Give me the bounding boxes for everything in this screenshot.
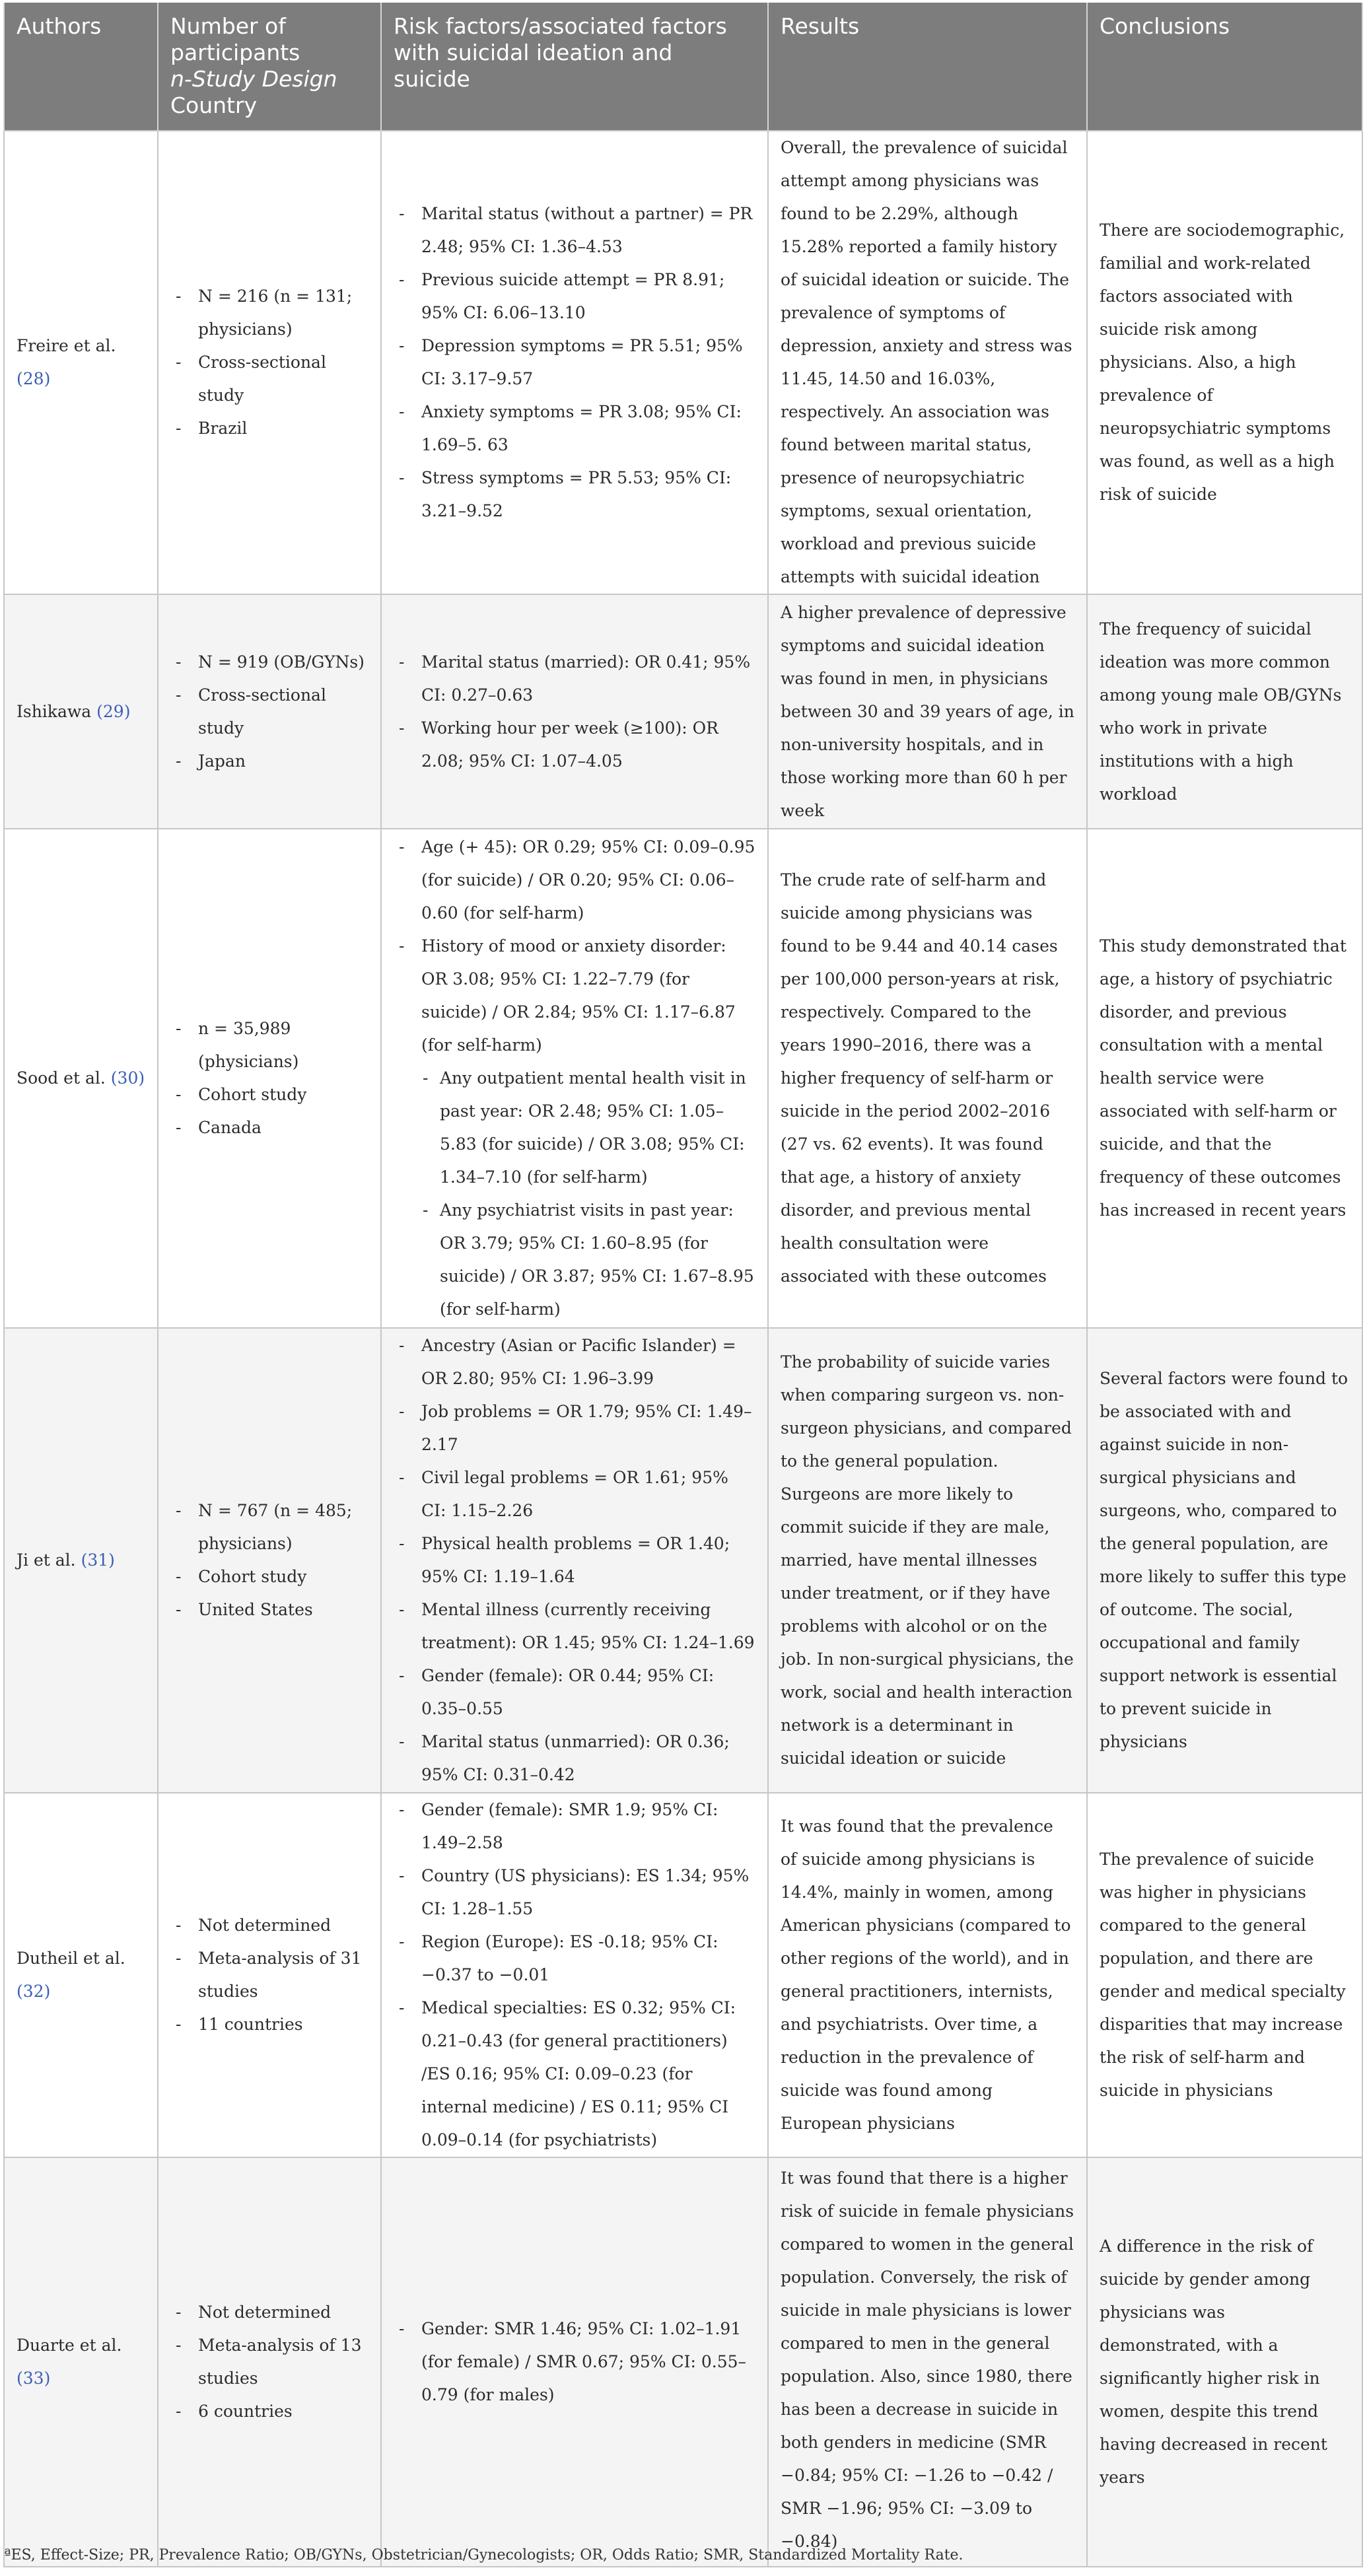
study-design: - Cohort study bbox=[170, 1078, 368, 1111]
header-participants bbox=[158, 3, 381, 131]
conclusions-cell: The prevalence of suicide was higher in physicians compared to the general population, and there are gender and medical specialty disparities that may increase the risk of self-harm and suicide in physicians bbox=[1087, 1793, 1362, 2157]
results-cell: Overall, the prevalence of suicidal attempt among physicians was found to be 2.29%, although 15.28% reported a family history of suicidal ideation or suicide. The prevalence of symptoms of depression, anxiety and stress was 11.45, 14.50 and 16.03%, respectively. An association was found between marital status, presence of neuropsychiatric symptoms, sexual orientation, workload and previous suicide attempts with suicidal ideation bbox=[768, 131, 1087, 594]
risk-factors-cell bbox=[381, 131, 768, 594]
results-cell: It was found that the prevalence of suicide among physicians is 14.4%, mainly in women, among American physicians (compared to other regions of the world), and in general practitioners, internists, and psychiatrists. Over time, a reduction in the prevalence of suicide was found among European physicians bbox=[768, 1793, 1087, 2157]
risk-factor: - Medical specialties: ES 0.32; 95% CI: 0.21–0.43 (for general practitioners) /ES 0.16; 95% CI: 0.09–0.23 (for internal medicine) / ES 0.11; 95% CI 0.09–0.14 (for psychiatrists) bbox=[394, 1992, 755, 2157]
header-results: Results bbox=[768, 3, 1087, 131]
study-design: - Cohort study bbox=[170, 1560, 368, 1593]
risk-factor: - Marital status (married): OR 0.41; 95% CI: 0.27–0.63 bbox=[394, 646, 755, 712]
table-row bbox=[4, 829, 1362, 1328]
participants-size: - Not determined bbox=[170, 2296, 368, 2329]
author-cell bbox=[4, 594, 158, 829]
author-name: Duarte et al. bbox=[17, 2336, 122, 2355]
conclusions-cell: This study demonstrated that age, a history of psychiatric disorder, and previous consultation with a mental health service were associated with self-harm or suicide, and that the frequency of these outcomes has increased in recent years bbox=[1087, 829, 1362, 1328]
conclusions-cell: The frequency of suicidal ideation was more common among young male OB/GYNs who work in private institutions with a high workload bbox=[1087, 594, 1362, 829]
risk-factor: - Anxiety symptoms = PR 3.08; 95% CI: 1.69–5. 63 bbox=[394, 396, 755, 462]
header-participants-line2: n-Study Design bbox=[170, 66, 337, 92]
reference-link[interactable]: (29) bbox=[96, 701, 131, 721]
table-row bbox=[4, 594, 1362, 829]
risk-factor: - Gender (female): OR 0.44; 95% CI: 0.35–0.55 bbox=[394, 1659, 755, 1725]
studies-table bbox=[3, 3, 1363, 2567]
risk-subfactor-list bbox=[421, 1062, 755, 1326]
results-cell: The probability of suicide varies when comparing surgeon vs. non-surgeon physicians, and compared to the general population. Surgeons are more likely to commit suicide if they are male, married, have mental illnesses under treatment, or if they have problems with alcohol or on the job. In non-surgical physicians, the work, social and health interaction network is a determinant in suicidal ideation or suicide bbox=[768, 1328, 1087, 1793]
table-row bbox=[4, 1328, 1362, 1793]
risk-factors-cell bbox=[381, 1328, 768, 1793]
author-name: Freire et al. bbox=[17, 336, 116, 355]
table-row bbox=[4, 2157, 1362, 2567]
risk-factors-cell bbox=[381, 1793, 768, 2157]
risk-factor: - Stress symptoms = PR 5.53; 95% CI: 3.21–9.52 bbox=[394, 462, 755, 528]
reference-link[interactable]: (28) bbox=[17, 369, 51, 388]
participants-cell bbox=[158, 2157, 381, 2567]
results-cell: The crude rate of self-harm and suicide among physicians was found to be 9.44 and 40.14 cases per 100,000 person-years at risk, respectively. Compared to the years 1990–2016, there was a higher frequency of self-harm or suicide in the period 2002–2016 (27 vs. 62 events). It was found that age, a history of anxiety disorder, and previous mental health consultation were associated with these outcomes bbox=[768, 829, 1087, 1328]
reference-link[interactable]: (30) bbox=[110, 1068, 145, 1088]
risk-factor: - Ancestry (Asian or Pacific Islander) = OR 2.80; 95% CI: 1.96–3.99 bbox=[394, 1329, 755, 1395]
participants-cell bbox=[158, 829, 381, 1328]
author-cell bbox=[4, 131, 158, 594]
risk-factor: - Gender: SMR 1.46; 95% CI: 1.02–1.91 (for female) / SMR 0.67; 95% CI: 0.55–0.79 (for males) bbox=[394, 2313, 755, 2412]
country: - 6 countries bbox=[170, 2395, 368, 2428]
risk-factor: - Age (+ 45): OR 0.29; 95% CI: 0.09–0.95 (for suicide) / OR 0.20; 95% CI: 0.06–0.60 (for self-harm) bbox=[394, 831, 755, 930]
risk-factor: - Civil legal problems = OR 1.61; 95% CI: 1.15–2.26 bbox=[394, 1461, 755, 1527]
header-risk-factors: Risk factors/associated factors with suicidal ideation and suicide bbox=[381, 3, 768, 131]
header-row bbox=[4, 3, 1362, 131]
header-authors: Authors bbox=[4, 3, 158, 131]
risk-factor: - Mental illness (currently receiving treatment): OR 1.45; 95% CI: 1.24–1.69 bbox=[394, 1593, 755, 1659]
participants-size: - N = 919 (OB/GYNs) bbox=[170, 646, 368, 679]
author-name: Sood et al. bbox=[17, 1068, 106, 1088]
reference-link[interactable]: (32) bbox=[17, 1982, 51, 2001]
table-row bbox=[4, 131, 1362, 594]
author-cell bbox=[4, 1328, 158, 1793]
table-footnote: ªES, Effect-Size; PR, Prevalence Ratio; OB/GYNs, Obstetrician/Gynecologists; OR, Odds Ratio; SMR, Standardized Mortality Rate. bbox=[4, 2547, 963, 2563]
reference-link[interactable]: (33) bbox=[17, 2369, 51, 2388]
study-design: - Meta-analysis of 13 studies bbox=[170, 2329, 368, 2395]
risk-factor: - Region (Europe): ES -0.18; 95% CI: −0.37 to −0.01 bbox=[394, 1926, 755, 1992]
conclusions-cell: There are sociodemographic, familial and work-related factors associated with suicide risk among physicians. Also, a high prevalence of neuropsychiatric symptoms was found, as well as a high risk of suicide bbox=[1087, 131, 1362, 594]
risk-factor: - Working hour per week (≥100): OR 2.08; 95% CI: 1.07–4.05 bbox=[394, 712, 755, 778]
author-name: Ji et al. bbox=[17, 1550, 76, 1570]
table-row bbox=[4, 1793, 1362, 2157]
participants-size: - Not determined bbox=[170, 1909, 368, 1942]
risk-factor: - Marital status (unmarried): OR 0.36; 95% CI: 0.31–0.42 bbox=[394, 1725, 755, 1792]
risk-subfactor: - Any psychiatrist visits in past year: OR 3.79; 95% CI: 1.60–8.95 (for suicide) / OR 3.87; 95% CI: 1.67–8.95 (for self-harm) bbox=[421, 1194, 755, 1326]
country: - United States bbox=[170, 1593, 368, 1626]
risk-factor: - Depression symptoms = PR 5.51; 95% CI: 3.17–9.57 bbox=[394, 330, 755, 396]
participants-size: - N = 767 (n = 485; physicians) bbox=[170, 1494, 368, 1560]
author-cell bbox=[4, 829, 158, 1328]
study-design: - Meta-analysis of 31 studies bbox=[170, 1942, 368, 2008]
risk-factor: - Job problems = OR 1.79; 95% CI: 1.49–2.17 bbox=[394, 1395, 755, 1461]
participants-size: - n = 35,989 (physicians) bbox=[170, 1012, 368, 1078]
participants-cell bbox=[158, 1328, 381, 1793]
header-conclusions: Conclusions bbox=[1087, 3, 1362, 131]
risk-factors-cell bbox=[381, 594, 768, 829]
country: - 11 countries bbox=[170, 2008, 368, 2041]
risk-factor: - Previous suicide attempt = PR 8.91; 95% CI: 6.06–13.10 bbox=[394, 263, 755, 330]
author-cell bbox=[4, 2157, 158, 2567]
risk-factor bbox=[394, 930, 755, 1326]
conclusions-cell: Several factors were found to be associated with and against suicide in non-surgical physicians and surgeons, who, compared to the general population, are more likely to suffer this type of outcome. The social, occupational and family support network is essential to prevent suicide in physicians bbox=[1087, 1328, 1362, 1793]
country: - Japan bbox=[170, 745, 368, 778]
participants-size: - N = 216 (n = 131; physicians) bbox=[170, 280, 368, 346]
risk-factor: - Gender (female): SMR 1.9; 95% CI: 1.49–2.58 bbox=[394, 1793, 755, 1860]
conclusions-cell: A difference in the risk of suicide by gender among physicians was demonstrated, with a significantly higher risk in women, despite this trend having decreased in recent years bbox=[1087, 2157, 1362, 2567]
risk-factor: - Country (US physicians): ES 1.34; 95% CI: 1.28–1.55 bbox=[394, 1860, 755, 1926]
country: - Canada bbox=[170, 1111, 368, 1144]
risk-factor: - Physical health problems = OR 1.40; 95% CI: 1.19–1.64 bbox=[394, 1527, 755, 1593]
participants-cell bbox=[158, 594, 381, 829]
risk-factor: - Marital status (without a partner) = PR 2.48; 95% CI: 1.36–4.53 bbox=[394, 197, 755, 263]
study-design: - Cross-sectional study bbox=[170, 679, 368, 745]
country: - Brazil bbox=[170, 412, 368, 445]
results-cell: A higher prevalence of depressive symptoms and suicidal ideation was found in men, in physicians between 30 and 39 years of age, in non-university hospitals, and in those working more than 60 h per week bbox=[768, 594, 1087, 829]
risk-factors-cell bbox=[381, 829, 768, 1328]
reference-link[interactable]: (31) bbox=[81, 1550, 115, 1570]
header-participants-line1: Number of participants bbox=[170, 13, 300, 65]
risk-factor-text: History of mood or anxiety disorder: OR 3.08; 95% CI: 1.22–7.79 (for suicide) / OR 2.84; 95% CI: 1.17–6.87 (for self-harm) bbox=[421, 936, 736, 1055]
author-cell bbox=[4, 1793, 158, 2157]
participants-cell bbox=[158, 131, 381, 594]
author-name: Ishikawa bbox=[17, 701, 92, 721]
risk-subfactor: - Any outpatient mental health visit in past year: OR 2.48; 95% CI: 1.05–5.83 (for suicide) / OR 3.08; 95% CI: 1.34–7.10 (for self-harm) bbox=[421, 1062, 755, 1194]
study-design: - Cross-sectional study bbox=[170, 346, 368, 412]
results-cell: It was found that there is a higher risk of suicide in female physicians compared to women in the general population. Conversely, the risk of suicide in male physicians is lower compared to men in the general population. Also, since 1980, there has been a decrease in suicide in both genders in medicine (SMR −0.84; 95% CI: −1.26 to −0.42 / SMR −1.96; 95% CI: −3.09 to −0.84) bbox=[768, 2157, 1087, 2567]
participants-cell bbox=[158, 1793, 381, 2157]
header-participants-line3: Country bbox=[170, 92, 258, 118]
author-name: Dutheil et al. bbox=[17, 1949, 125, 1968]
risk-factors-cell bbox=[381, 2157, 768, 2567]
